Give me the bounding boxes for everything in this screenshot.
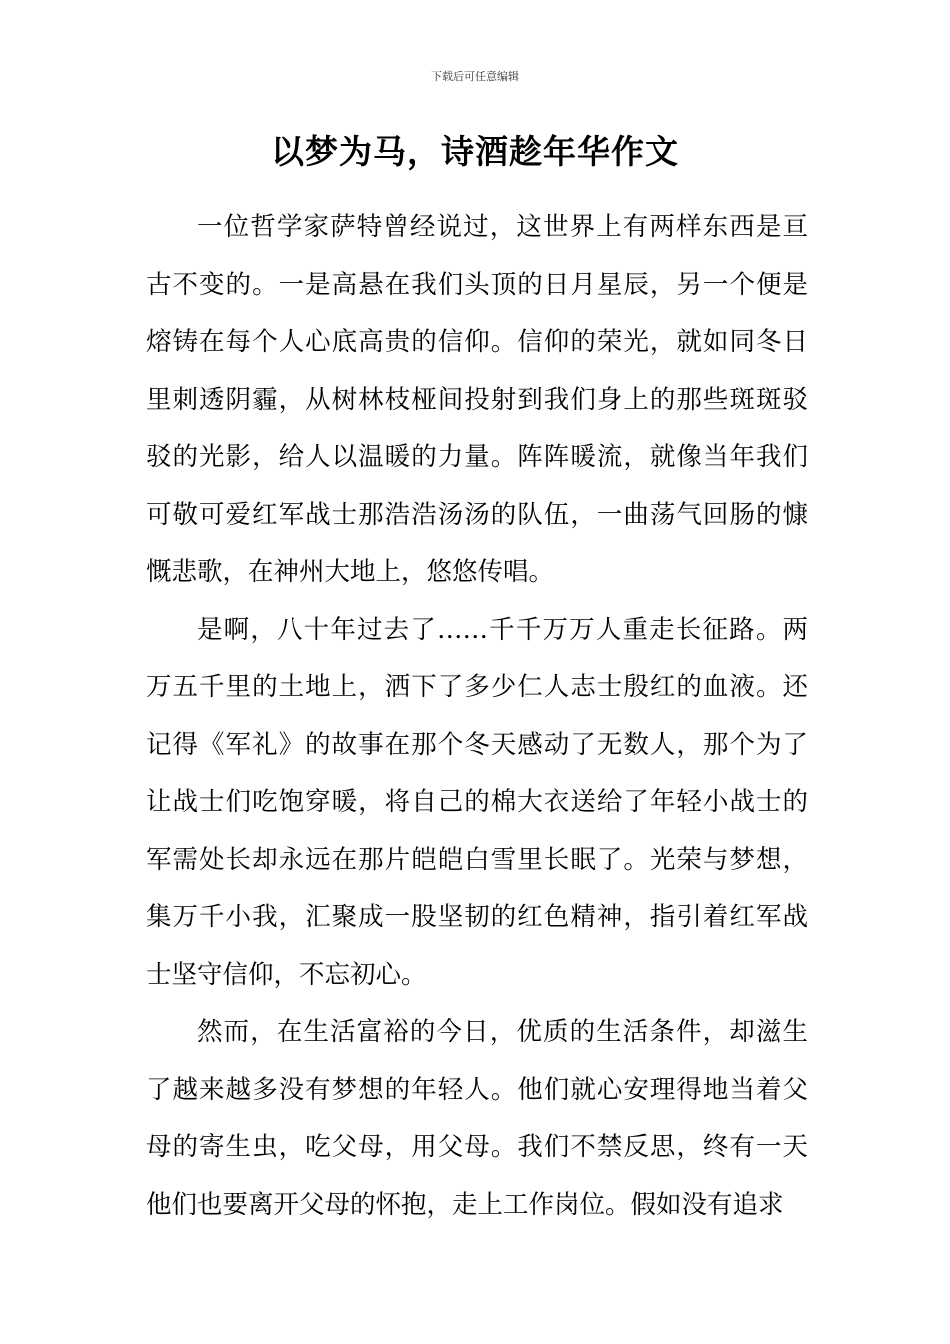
page-header-note: 下载后可任意编辑: [431, 70, 519, 83]
paragraph-3: 然而，在生活富裕的今日，优质的生活条件，却滋生了越来越多没有梦想的年轻人。他们就心安理得地当着父母的寄生虫，吃父母，用父母。我们不禁反思，终有一天他们也要离开父母的怀抱，走上工作岗位。假如没有追求: [146, 1017, 808, 1220]
document-body: [146, 199, 808, 1234]
document-title: 以梦为马，诗酒趁年华作文: [271, 132, 679, 171]
paragraph-1: 一位哲学家萨特曾经说过，这世界上有两样东西是亘古不变的。一是高悬在我们头顶的日月星辰，另一个便是熔铸在每个人心底高贵的信仰。信仰的荣光，就如同冬日里刺透阴霾，从树林枝桠间投射到我们身上的那些斑斑驳驳的光影，给人以温暖的力量。阵阵暖流，就像当年我们可敬可爱红军战士那浩浩汤汤的队伍，一曲荡气回肠的慷慨悲歌，在神州大地上，悠悠传唱。: [146, 212, 808, 587]
paragraph-2: 是啊，八十年过去了……千千万万人重走长征路。两万五千里的土地上，洒下了多少仁人志士殷红的血液。还记得《军礼》的故事在那个冬天感动了无数人，那个为了让战士们吃饱穿暖，将自己的棉大衣送给了年轻小战士的军需处长却永远在那片皑皑白雪里长眠了。光荣与梦想，集万千小我，汇聚成一股坚韧的红色精神，指引着红军战士坚守信仰，不忘初心。: [146, 614, 808, 990]
